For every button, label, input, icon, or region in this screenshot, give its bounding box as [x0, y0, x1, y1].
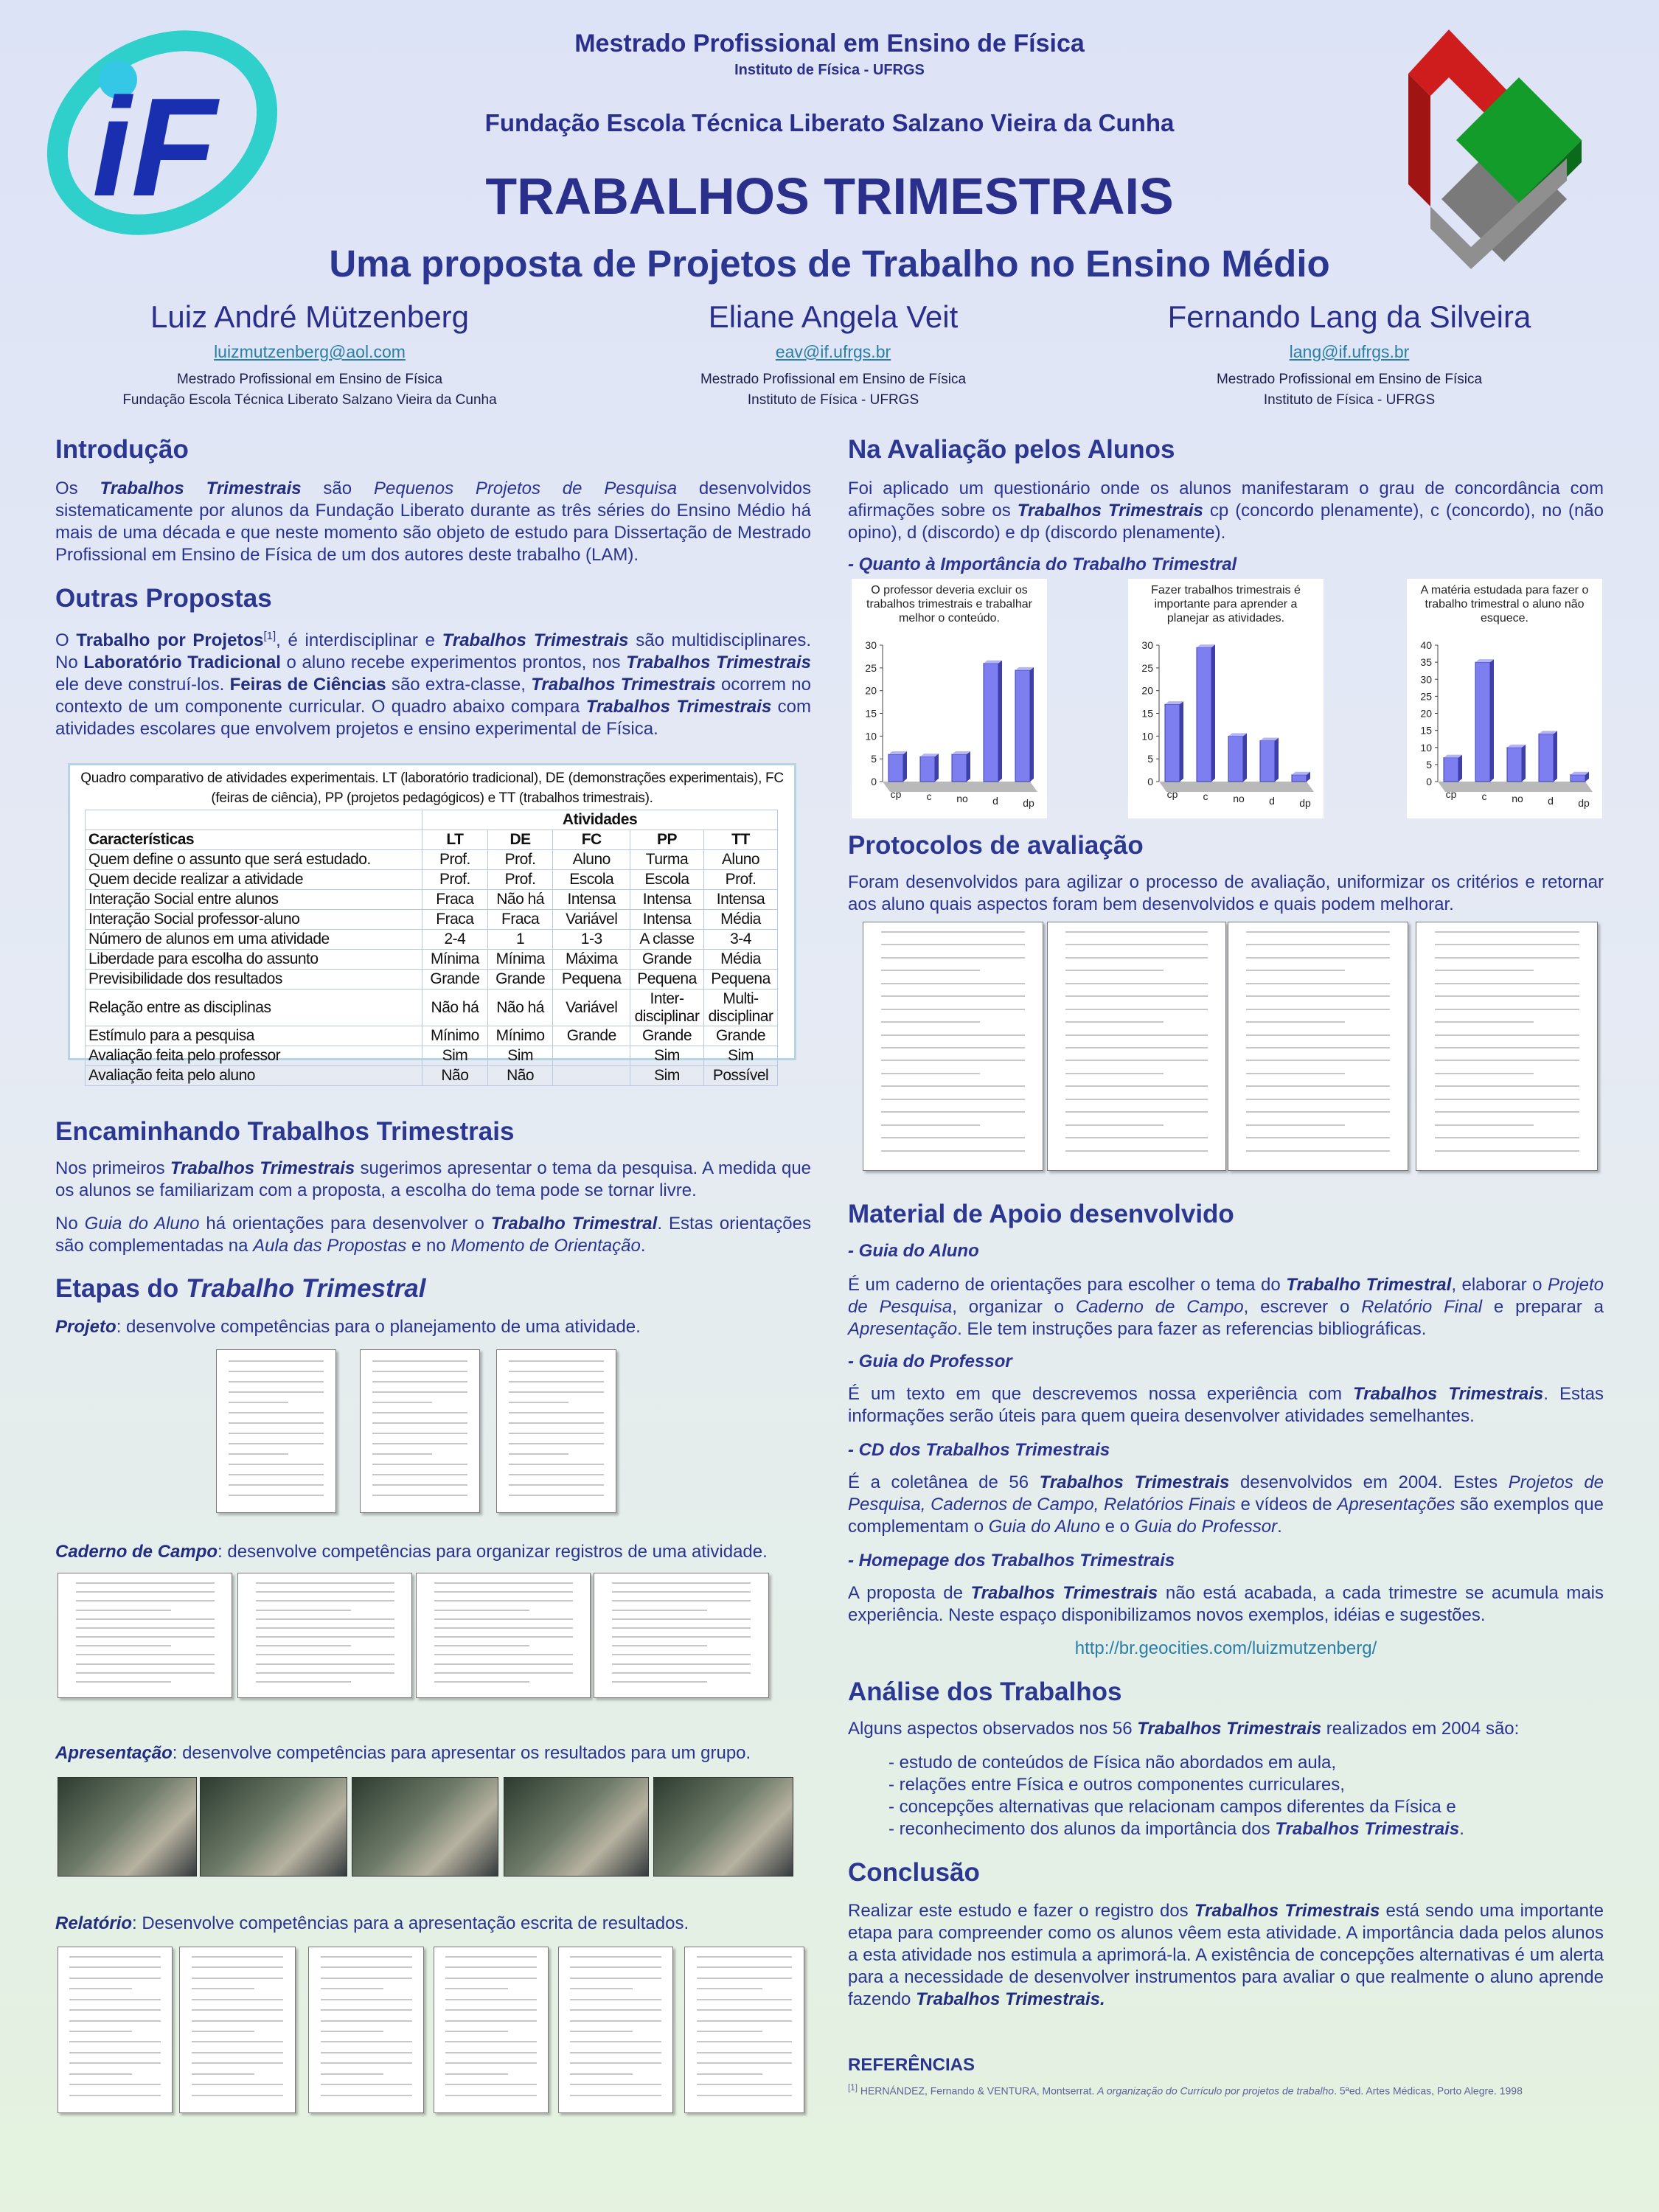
y-tick-label: 5: [1426, 758, 1432, 771]
cd-text: É a coletânea de 56 Trabalhos Trimestrais desenvolvidos em 2004. Estes Projetos de Pesquisa, Cadernos de Campo, Relatórios Finais e vídeos de Apresentações são exemplos que complementam o Guia do Aluno e o Guia do Professor.: [848, 1472, 1604, 1537]
guia-professor-subheading: - Guia do Professor: [848, 1352, 1012, 1371]
y-tick-label: 10: [1141, 730, 1153, 742]
table-cell: Pequena: [630, 970, 704, 990]
chart-1: [852, 579, 1047, 818]
presentation-photo: [352, 1777, 498, 1877]
table-cell: Grande: [704, 1026, 778, 1046]
bar-side: [903, 751, 907, 782]
poster-subtitle: Uma proposta de Projetos de Trabalho no Ensino Médio: [329, 243, 1330, 285]
page-thumbnail: [1416, 922, 1598, 1171]
bar-side: [1522, 745, 1526, 782]
bar: [920, 757, 935, 782]
cd-subheading: - CD dos Trabalhos Trimestrais: [848, 1440, 1110, 1460]
table-row: [86, 850, 778, 870]
author-affiliation: Fundação Escola Técnica Liberato Salzano Vieira da Cunha: [122, 392, 497, 408]
conclusao-heading: Conclusão: [848, 1858, 980, 1887]
page-thumbnail: [434, 1947, 549, 2113]
presentation-photo: [200, 1777, 347, 1877]
bar: [1539, 734, 1554, 782]
y-tick-label: 25: [1141, 661, 1153, 674]
bar-side: [1243, 733, 1247, 782]
column-header: TT: [704, 830, 778, 850]
table-cell: [553, 1046, 630, 1066]
list-item: - concepções alternativas que relacionam campos diferentes da Física e: [888, 1797, 1456, 1817]
table-cell: Liberdade para escolha do assunto: [86, 950, 422, 970]
table-row: [86, 990, 778, 1026]
x-tick-label: cp: [1445, 788, 1457, 800]
table-cell: Aluno: [553, 850, 630, 870]
table-row: [86, 890, 778, 910]
apresentacao-caption: Apresentação: desenvolve competências para apresentar os resultados para um grupo.: [55, 1743, 751, 1763]
group-header: Atividades: [422, 810, 778, 830]
table-cell: Não há: [487, 890, 553, 910]
y-tick-label: 25: [1420, 690, 1432, 703]
y-tick-label: 30: [1420, 673, 1432, 686]
y-tick-label: 5: [1147, 753, 1153, 765]
x-tick-label: c: [1481, 790, 1487, 802]
table-cell: Grande: [630, 1026, 704, 1046]
author-email[interactable]: lang@if.ufrgs.br: [1289, 342, 1410, 361]
etapas-heading: Etapas do Trabalho Trimestral: [55, 1274, 426, 1303]
homepage-text: A proposta de Trabalhos Trimestrais não está acabada, a cada trimestre se acumula mais experiência. Neste espaço disponibilizamos novos exemplos, idéias e sugestões.: [848, 1583, 1604, 1625]
program-name: Mestrado Profissional em Ensino de Física: [574, 29, 1085, 58]
protocolos-text: Foram desenvolvidos para agilizar o processo de avaliação, uniformizar os critérios e retornar aos aluno quais aspectos foram bem desenvolvidos e quais podem melhorar.: [848, 872, 1604, 914]
table-cell: Avaliação feita pelo professor: [86, 1046, 422, 1066]
table-cell: Avaliação feita pelo aluno: [86, 1066, 422, 1086]
table-cell: Intensa: [630, 890, 704, 910]
table-cell: Prof.: [487, 870, 553, 890]
table-row: [86, 910, 778, 930]
table-cell: Não: [487, 1066, 553, 1086]
bar: [952, 754, 967, 782]
author-name: Luiz André Mützenberg: [150, 299, 469, 334]
chart-title: A matéria estudada para fazer o trabalho trimestral o aluno não esquece.: [1420, 584, 1589, 625]
table-cell: Grande: [553, 1026, 630, 1046]
table-cell: Fraca: [487, 910, 553, 930]
chart-title: O professor deveria excluir os trabalhos trimestrais e trabalhar melhor o conteúdo.: [866, 584, 1032, 625]
table-cell: Previsibilidade dos resultados: [86, 970, 422, 990]
table-row: [86, 870, 778, 890]
table-cell: Grande: [630, 950, 704, 970]
table-cell: Sim: [630, 1066, 704, 1086]
table-cell: Sim: [487, 1046, 553, 1066]
bar-side: [1030, 667, 1034, 782]
y-tick-label: 20: [1141, 684, 1153, 697]
table-cell: 3-4: [704, 930, 778, 950]
page-thumbnail: [179, 1947, 296, 2113]
author-name: Eliane Angela Veit: [708, 299, 959, 334]
author-name: Fernando Lang da Silveira: [1167, 299, 1531, 334]
y-tick-label: 35: [1420, 656, 1432, 669]
presentation-photo: [504, 1777, 649, 1877]
bar: [888, 754, 903, 782]
protocolos-heading: Protocolos de avaliação: [848, 831, 1144, 860]
x-tick-label: no: [1512, 793, 1523, 804]
table-cell: Estímulo para a pesquisa: [86, 1026, 422, 1046]
author-2: [575, 299, 1091, 411]
bar: [1292, 775, 1307, 782]
x-tick-label: dp: [1578, 797, 1590, 809]
table-cell: [553, 1066, 630, 1086]
x-tick-label: dp: [1299, 797, 1311, 809]
outras-text: O Trabalho por Projetos[1], é interdisciplinar e Trabalhos Trimestrais são multidisciplinares. No Laboratório Tradicional o aluno recebe experimentos prontos, nos Trabalhos Trimestrais ele deve construí-los. Feiras de Ciências são extra-classe, Trabalhos Trimestrais ocorrem no contexto de um componente curricular. O quadro abaixo compara Trabalhos Trimestrais com atividades escolares que envolvem projetos e ensino experimental de Física.: [55, 630, 812, 739]
homepage-subheading: - Homepage dos Trabalhos Trimestrais: [848, 1551, 1175, 1571]
author-affiliation: Mestrado Profissional em Ensino de Física: [1216, 372, 1483, 387]
chart-title: Fazer trabalhos trimestrais é importante para aprender a planejar as atividades.: [1151, 584, 1301, 625]
table-cell: Número de alunos em uma atividade: [86, 930, 422, 950]
table-cell: Mínima: [487, 950, 553, 970]
table-cell: Grande: [422, 970, 488, 990]
avaliacao-subheading: - Quanto à Importância do Trabalho Trimestral: [848, 554, 1237, 574]
bar-side: [935, 754, 939, 782]
bar: [1228, 736, 1243, 782]
table-row: [86, 1066, 778, 1086]
table-cell: Não: [422, 1066, 488, 1086]
institute-name: Instituto de Física - UFRGS: [734, 62, 925, 78]
guia-professor-text: É um texto em que descrevemos nossa experiência com Trabalhos Trimestrais. Estas informações serão úteis para quem queira desenvolver atividades semelhantes.: [848, 1384, 1604, 1426]
encaminhando-p1: Nos primeiros Trabalhos Trimestrais sugerimos apresentar o tema da pesquisa. A medida que os alunos se familiarizam com a proposta, a escolha do tema pode se tornar livre.: [55, 1158, 812, 1200]
chart-3: [1407, 579, 1602, 818]
chart-floor: [883, 782, 1037, 792]
x-tick-label: d: [992, 795, 998, 807]
bar: [1507, 748, 1522, 782]
column-header: Características: [86, 830, 422, 850]
bar-side: [1180, 701, 1183, 782]
chart-floor: [1159, 782, 1314, 792]
table-cell: Média: [704, 950, 778, 970]
table-cell: Variável: [553, 910, 630, 930]
y-tick-label: 5: [871, 753, 877, 765]
avaliacao-heading: Na Avaliação pelos Alunos: [848, 435, 1175, 464]
encaminhando-heading: Encaminhando Trabalhos Trimestrais: [55, 1117, 515, 1146]
table-row: [86, 950, 778, 970]
encaminhando-p2: No Guia do Aluno há orientações para desenvolver o Trabalho Trimestral. Estas orientações são complementadas na Aula das Propostas e no Momento de Orientação.: [55, 1214, 812, 1256]
bar: [1571, 775, 1585, 782]
page-thumbnail: [58, 1947, 173, 2113]
column-header: LT: [422, 830, 488, 850]
bar: [1165, 704, 1180, 782]
table-cell: Mínimo: [422, 1026, 488, 1046]
y-tick-label: 0: [1147, 776, 1153, 787]
outras-heading: Outras Propostas: [55, 584, 272, 613]
guia-aluno-text: É um caderno de orientações para escolher o tema do Trabalho Trimestral, elaborar o Projeto de Pesquisa, organizar o Caderno de Campo, escrever o Relatório Final e preparar a Apresentação. Ele tem instruções para fazer as referencias bibliográficas.: [848, 1275, 1604, 1339]
author-affiliation: Mestrado Profissional em Ensino de Física: [176, 372, 443, 387]
table-cell: Variável: [553, 990, 630, 1026]
table-cell: Mínimo: [487, 1026, 553, 1046]
presentation-photo: [653, 1777, 793, 1877]
author-affiliation: Instituto de Física - UFRGS: [747, 392, 919, 408]
caderno-caption: Caderno de Campo: desenvolve competências para organizar registros de uma atividade.: [55, 1542, 768, 1562]
intro-text: Os Trabalhos Trimestrais são Pequenos Projetos de Pesquisa desenvolvidos sistematicamente por alunos da Fundação Liberato durante as três séries do Ensino Médio há mais de uma década e que neste momento são objeto de estudo para Dissertação de Mestrado Profissional em Ensino de Física de um dos autores deste trabalho (LAM).: [55, 479, 812, 565]
comparison-table-box: [68, 763, 796, 1084]
y-tick-label: 20: [865, 684, 877, 697]
x-tick-label: d: [1548, 795, 1554, 807]
column-header: DE: [487, 830, 553, 850]
projeto-caption: Projeto: desenvolve competências para o planejamento de uma atividade.: [55, 1317, 641, 1337]
y-tick-label: 15: [865, 707, 877, 720]
table-cell: Sim: [630, 1046, 704, 1066]
table-cell: Interação Social entre alunos: [86, 890, 422, 910]
table-cell: Multi-disciplinar: [704, 990, 778, 1026]
x-tick-label: cp: [890, 788, 902, 800]
table-cell: Grande: [487, 970, 553, 990]
y-tick-label: 0: [871, 776, 877, 787]
table-cell: Prof.: [422, 870, 488, 890]
x-tick-label: dp: [1023, 797, 1034, 809]
page-thumbnail: [416, 1573, 591, 1698]
table-cell: Fraca: [422, 890, 488, 910]
material-heading: Material de Apoio desenvolvido: [848, 1200, 1234, 1228]
table-cell: Inter-disciplinar: [630, 990, 704, 1026]
x-tick-label: c: [926, 790, 932, 802]
table-cell: Quem define o assunto que será estudado.: [86, 850, 422, 870]
author-affiliation: Mestrado Profissional em Ensino de Física: [700, 372, 967, 387]
table-cell: Intensa: [553, 890, 630, 910]
table-cell: Turma: [630, 850, 704, 870]
column-header: PP: [630, 830, 704, 850]
x-tick-label: cp: [1166, 788, 1178, 800]
bar-side: [1490, 659, 1494, 782]
relatorio-caption: Relatório: Desenvolve competências para a apresentação escrita de resultados.: [55, 1913, 689, 1933]
bar-side: [1211, 644, 1215, 782]
page-thumbnail: [594, 1573, 769, 1698]
x-tick-label: c: [1203, 790, 1208, 802]
table-cell: Mínima: [422, 950, 488, 970]
projeto-page-thumbnail: [360, 1349, 480, 1513]
poster-title: TRABALHOS TRIMESTRAIS: [485, 167, 1174, 225]
logo-text: iF: [92, 69, 217, 226]
table-cell: Aluno: [704, 850, 778, 870]
presentation-photo: [58, 1777, 197, 1877]
table-cell: Prof.: [487, 850, 553, 870]
bar: [984, 664, 998, 782]
page-thumbnail: [1228, 922, 1408, 1171]
y-tick-label: 15: [1141, 707, 1153, 720]
table-cell: 1: [487, 930, 553, 950]
y-tick-label: 40: [1420, 639, 1432, 651]
x-tick-label: no: [956, 793, 968, 804]
table-cell: Média: [704, 910, 778, 930]
bar: [1197, 647, 1211, 782]
bar-side: [998, 661, 1002, 782]
table-cell: Pequena: [704, 970, 778, 990]
analise-list: [888, 1752, 1464, 1840]
table-row: [86, 1026, 778, 1046]
list-item: - relações entre Física e outros componentes curriculares,: [888, 1775, 1345, 1795]
table-cell: Fraca: [422, 910, 488, 930]
table-cell: Não há: [422, 990, 488, 1026]
author-3: [1091, 299, 1607, 411]
table-cell: Máxima: [553, 950, 630, 970]
bar-side: [1458, 755, 1462, 782]
bar: [1015, 670, 1030, 782]
bar-side: [1554, 731, 1557, 782]
table-row: [86, 970, 778, 990]
table-cell: Escola: [630, 870, 704, 890]
table-cell: Relação entre as disciplinas: [86, 990, 422, 1026]
comparison-table: [85, 810, 778, 1086]
author-email[interactable]: eav@if.ufrgs.br: [775, 342, 891, 361]
table-cell: A classe: [630, 930, 704, 950]
x-tick-label: d: [1269, 795, 1275, 807]
conclusao-text: Realizar este estudo e fazer o registro dos Trabalhos Trimestrais está sendo uma importante etapa para compreender como os alunos vêem esta atividade. A importância dada pelos alunos a esta atividade nos estimula a aprimorá-la. A existência de concepções alternativas é um alerta para a necessidade de desenvolver instrumentos para avaliar o que realmente o aluno aprende fazendo Trabalhos Trimestrais.: [848, 1901, 1604, 2009]
page-thumbnail: [684, 1947, 804, 2113]
page-thumbnail: [237, 1573, 412, 1698]
table-cell: Pequena: [553, 970, 630, 990]
table-cell: Prof.: [422, 850, 488, 870]
table-cell: Intensa: [704, 890, 778, 910]
bar: [1260, 741, 1275, 782]
page-thumbnail: [308, 1947, 424, 2113]
guia-aluno-subheading: - Guia do Aluno: [848, 1241, 979, 1261]
y-tick-label: 25: [865, 661, 877, 674]
table-cell: Não há: [487, 990, 553, 1026]
table-row: [86, 1046, 778, 1066]
reference-item: [1] HERNÁNDEZ, Fernando & VENTURA, Montserrat. A organização do Currículo por projetos de trabalho. 5ªed. Artes Médicas, Porto Alegre. 1998: [848, 2083, 1523, 2097]
analise-text: Alguns aspectos observados nos 56 Trabalhos Trimestrais realizados em 2004 são:: [848, 1719, 1520, 1739]
table-cell: Escola: [553, 870, 630, 890]
y-tick-label: 0: [1426, 776, 1432, 787]
if-logo: [41, 22, 284, 251]
table-caption: Quadro comparativo de atividades experimentais. LT (laboratório tradicional), DE (demonstrações experimentais), FC (feiras de ciência), PP (projetos pedagógicos) e TT (trabalhos trimestrais).: [80, 771, 784, 806]
author-email[interactable]: luizmutzenberg@aol.com: [214, 342, 406, 361]
table-cell: 1-3: [553, 930, 630, 950]
y-tick-label: 30: [1141, 639, 1153, 651]
intro-heading: Introdução: [55, 435, 189, 464]
page-thumbnail: [558, 1947, 673, 2113]
projeto-page-thumbnail: [216, 1349, 336, 1513]
x-tick-label: no: [1233, 793, 1245, 804]
bar: [1444, 758, 1458, 782]
table-cell: Intensa: [630, 910, 704, 930]
table-row: [86, 930, 778, 950]
page-thumbnail: [58, 1573, 232, 1698]
table-cell: Possível: [704, 1066, 778, 1086]
bar-side: [1275, 738, 1279, 782]
school-name: Fundação Escola Técnica Liberato Salzano Vieira da Cunha: [484, 109, 1175, 136]
table-cell: 2-4: [422, 930, 488, 950]
references-heading: REFERÊNCIAS: [848, 2055, 975, 2075]
author-affiliation: Instituto de Física - UFRGS: [1263, 392, 1436, 408]
table-cell: Prof.: [704, 870, 778, 890]
chart-2: [1128, 579, 1324, 818]
page-thumbnail: [863, 922, 1043, 1171]
list-item: - reconhecimento dos alunos da importância dos Trabalhos Trimestrais.: [888, 1819, 1464, 1839]
analise-heading: Análise dos Trabalhos: [848, 1677, 1122, 1706]
homepage-link[interactable]: http://br.geocities.com/luizmutzenberg/: [1074, 1638, 1377, 1658]
y-tick-label: 10: [1420, 741, 1432, 754]
table-cell: Quem decide realizar a atividade: [86, 870, 422, 890]
table-cell: Sim: [704, 1046, 778, 1066]
list-item: - estudo de conteúdos de Física não abordados em aula,: [888, 1753, 1337, 1773]
y-tick-label: 10: [865, 730, 877, 742]
column-header: FC: [553, 830, 630, 850]
y-tick-label: 15: [1420, 724, 1432, 737]
table-cell: Sim: [422, 1046, 488, 1066]
y-tick-label: 30: [865, 639, 877, 651]
author-1: [44, 299, 575, 411]
chart-floor: [1438, 782, 1593, 792]
page-thumbnail: [1047, 922, 1226, 1171]
bar: [1475, 662, 1490, 782]
projeto-page-thumbnail: [496, 1349, 616, 1513]
table-cell: Interação Social professor-aluno: [86, 910, 422, 930]
y-tick-label: 20: [1420, 707, 1432, 720]
bar-side: [967, 751, 970, 782]
avaliacao-text: Foi aplicado um questionário onde os alunos manifestaram o grau de concordância com afirmações sobre os Trabalhos Trimestrais cp (concordo plenamente), c (concordo), no (não opino), d (discordo) e dp (discordo plenamente).: [848, 479, 1604, 543]
